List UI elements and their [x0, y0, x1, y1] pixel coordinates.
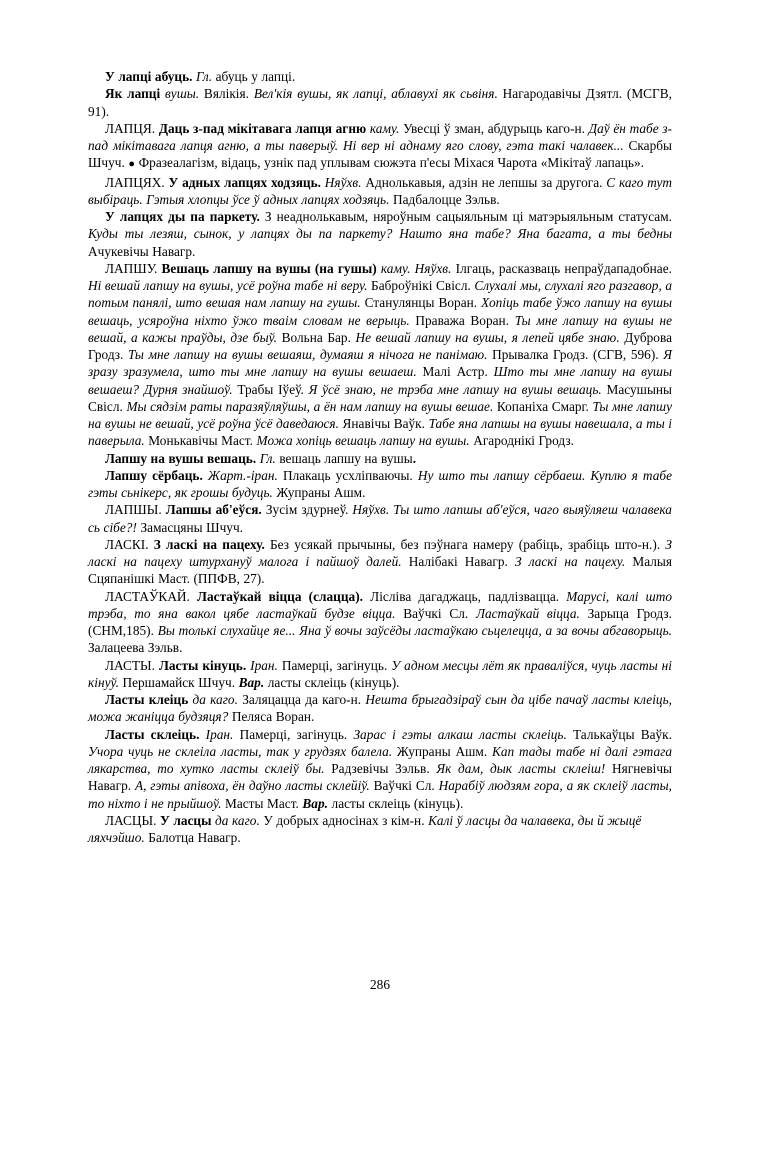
dictionary-entry [88, 726, 672, 812]
dictionary-entry [88, 812, 672, 847]
entry-gloss: Малі Астр. [416, 364, 494, 380]
entry-example: Гл. [256, 450, 276, 466]
entry-gloss: Ачукевічы Навагр. [88, 243, 196, 259]
entry-example: Учора чуць не склеіла ласты, так у грудзях балела. [88, 743, 393, 759]
entry-example: Іран. [246, 657, 278, 673]
entry-gloss: Трабы Іўеў. [232, 381, 309, 397]
entry-gloss: Пеляса Воран. [228, 709, 315, 725]
entry-gloss: Лісліва дагаджаць, падлізвацца. [363, 588, 567, 604]
entry-gloss: Янавічы Ваўк. [338, 416, 429, 431]
entry-gloss: Налібакі Навагр. [401, 554, 515, 569]
entry-example: Нарабіў людзям гора, а як склеіў ласты, то ніхто і не прыйшоў. [88, 778, 672, 811]
entry-gloss: Заляцацца да каго-н. [237, 692, 366, 707]
entry-gloss: вешаць лапшу на вушы [275, 450, 413, 466]
entry-gloss: Монькавічы Маст. [144, 433, 257, 449]
page-number: 286 [370, 977, 390, 992]
entry-example: Слухалі мы, слухалі яго разгавор, а потым панялі, што вешая нам лапшу на гушы. [88, 278, 672, 311]
entry-gloss: Масушыны Свісл. [88, 381, 672, 414]
entry-example: Няўхв. [321, 174, 362, 190]
entry-example: Гл. [192, 69, 213, 84]
entry-gloss: Радзевічы Зэльв. [324, 761, 437, 776]
entry-headword: Ластаўкай віцца (слацца). [197, 588, 364, 604]
entry-example: С каго тут выбіраць. Гэтыя хлопцы ўсе ў адных лапцях ходзяць. [88, 174, 672, 207]
entry-headword: У лапці абуць. [105, 69, 193, 84]
entry-example: Як дам, дык ласты склеіш! [436, 761, 606, 776]
dictionary-entry [88, 68, 672, 85]
entry-example: Не вешай лапшу на вушы, я лепей цябе знаю. [355, 329, 620, 345]
entry-gloss: Зарыца Гродз. (СНМ,185). [88, 605, 672, 638]
entry-example: Табе яна лапшы на вушы навешала, а ты і паверыла. [88, 416, 672, 449]
dictionary-entry [88, 208, 672, 260]
entry-example: Я ўсё знаю, не трэба мне лапшу на вушы вешаць. [308, 381, 602, 397]
entry-gloss: Памерці, загінуць. [277, 657, 392, 673]
entry-example: Ну што ты лапшу сёрбаеш. Куплю я табе гэты сьнікерс, як грошы будуць. [88, 467, 672, 500]
entry-headword: Даць з-пад мікітавага лапця агню [158, 120, 367, 136]
entry-example: Нешта брыгадзіраў сын да цібе пачаў ласты клеіць, можа жаніцца будзяця? [88, 692, 672, 725]
entry-gloss: ласты склеіць (кінуць). [264, 674, 400, 690]
entry-gloss: ЛАПШУ. [105, 260, 162, 276]
entry-gloss: Балотца Навагр. [144, 830, 241, 845]
entry-variant-marker: Вар. [238, 674, 265, 690]
entry-example: Зарас і гэты алкаш ласты склеіць. [353, 726, 567, 742]
dictionary-entry [88, 174, 672, 209]
entry-gloss: Падбалоцце Зэльв. [389, 191, 500, 207]
entry-gloss: З неаднолькавым, няроўным сацыяльным ці матэрыяльным статусам. [259, 209, 672, 224]
entry-gloss: Без усякай прычыны, без пэўнага намеру (рабіць, зрабіць што-н.). [264, 536, 666, 552]
entry-example: У адном месцы лёт як праваліўся, чуць ласты ні кінуў. [88, 657, 673, 690]
entry-gloss: Фразеалагізм, відаць, узнік пад уплывам сюжэта п'есы Міхася Чарота «Мікітаў лапаць». [135, 155, 644, 171]
dictionary-entry [88, 120, 672, 174]
entry-headword: Ласты кінуць. [158, 657, 247, 673]
entry-gloss: Вялікія. [199, 86, 254, 102]
entry-headword: Лапшу на вушы вешаць. [105, 450, 257, 466]
entry-headword: Лапшы аб'еўся. [165, 502, 262, 518]
entry-gloss: Памерці, загінуць. [233, 726, 354, 742]
entry-gloss: абуць у лапці. [212, 69, 296, 84]
entry-example: да каго. [188, 692, 238, 707]
dictionary-entry [88, 657, 672, 692]
entry-headword: У ласцы [160, 812, 212, 828]
entry-headword: У лапцях ды па паркету. [105, 209, 260, 224]
dictionary-entry [88, 450, 672, 467]
entry-gloss: ласты склеіць (кінуць). [328, 795, 464, 811]
dictionary-entry [88, 467, 672, 502]
entry-example: Няўхв. Ты што лапшы аб'еўся, чаго выяўляеш чалавека сь сібе?! [88, 502, 672, 535]
entry-gloss: Агароднікі Гродз. [469, 433, 574, 449]
bullet-icon: ● [128, 158, 136, 171]
entry-variant-marker: Вар. [302, 795, 328, 811]
entry-gloss: Увесці ў зман, абдурыць каго-н. [399, 120, 589, 136]
dictionary-entry [88, 536, 672, 588]
entry-gloss: Жупраны Ашм. [392, 743, 492, 759]
entry-example: Марусі, калі што трэба, то яна вакол цябе ластаўкай будзе віцца. [88, 588, 672, 621]
entry-gloss: ЛАСЦЫ. [105, 812, 161, 828]
entry-gloss: Скарбы Шчуч. [88, 138, 672, 171]
entry-gloss: Залацеева Зэльв. [88, 640, 183, 656]
entry-gloss: Жупраны Ашм. [272, 485, 366, 500]
entry-example: Што ты мне лапшу на вушы вешаеш? Дурня знайшоў. [88, 364, 672, 397]
dictionary-entry [88, 501, 672, 536]
entry-example: Ты мне лапшу на вушы не вешай, усё роўна ўсё даведаюся. [88, 398, 672, 431]
dictionary-entry [88, 588, 672, 657]
entry-example: Мы сядзім раты паразяўляўшы, а ён нам лапшу на вушы вешае. [126, 398, 494, 414]
entry-gloss: ЛАПШЫ. [105, 502, 166, 518]
entry-example: Кап тады табе ні далі гэтага лякарства, то хутко ласты склеіў бы. [88, 743, 672, 776]
entry-gloss: Копаніха Смарг. [493, 398, 593, 414]
entry-gloss: ЛАПЦЯ. [105, 120, 159, 136]
entry-example: каму. Няўхв. [376, 260, 452, 276]
entry-example: Іран. [199, 726, 234, 742]
entry-gloss: Нягневічы Навагр. [88, 761, 672, 794]
entry-example: З ласкі на пацеху. [515, 554, 626, 569]
entry-example: Калі ў ласцы да чалавека, ды й жыцё ляхчэйшо. [88, 812, 642, 845]
entry-gloss: Талькаўцы Ваўк. [566, 726, 673, 742]
entry-example: Хопіць табе ўжо лапшу на вушы вешаць, усяроўна ніхто ўжо тваім словам не верыць. [88, 295, 673, 328]
entry-example: Куды ты лезяш, сынок, у лапцях ды па паркету? Нашто яна табе? Яна багата, а ты бедны [88, 226, 672, 242]
entry-example: Ты мне лапшу на вушы вешаяш, думаяш я нічога не панімаю. [127, 347, 488, 362]
entry-gloss: Прывалка Гродз. (СГВ, 596). [487, 347, 664, 362]
entry-headword: З ласкі на пацеху. [153, 536, 265, 552]
entry-gloss: Першамайск Шчуч. [118, 674, 239, 690]
entry-gloss: Нагародавічы Дзятл. (МСГВ, 91). [88, 86, 672, 119]
entry-gloss: Аднолькавыя, адзін не лепшы за другога. [361, 174, 607, 190]
entry-gloss: ЛАСТЫ. [105, 657, 159, 673]
entry-headword: Лапшу сёрбаць. [105, 467, 203, 483]
entry-gloss: Ваўчкі Сл. [395, 605, 476, 621]
entry-gloss: Вольна Бар. [277, 329, 356, 345]
entry-headword: Ласты склеіць. [105, 726, 200, 742]
entry-gloss: Зусім здурнеў. [261, 502, 353, 518]
dictionary-entry [88, 691, 672, 726]
entry-gloss: ЛАПЦЯХ. [105, 174, 169, 190]
entry-example: Вел'кія вушы, як лапці, аблавухі як сьвіня. [253, 86, 498, 102]
entry-example: Даў ён табе з-пад мікітавага лапця агню, а ты паверыў. Ні вер ні аднаму яго слову, гэта такі чалавек... [88, 120, 672, 153]
entry-example: Ты мне лапшу на вушы не вешай, а кажы праўды, дзе быў. [88, 312, 672, 345]
entry-headword: . [412, 450, 417, 466]
text-column [88, 68, 672, 846]
entry-gloss: Малыя Сцяпанішкі Маст. (ППФВ, 27). [88, 554, 673, 587]
entry-headword: У адных лапцях ходзяць. [168, 174, 321, 190]
entry-gloss: Праважа Воран. [409, 312, 515, 328]
entry-example: Жарт.-іран. [202, 467, 278, 483]
entry-example: Вы толькі слухайце яе... Яна ў вочы заўсёды ластаўкаю сьцелецца, а за вочы абгаворыць. [157, 623, 672, 638]
entry-example: Ластаўкай віцца. [475, 605, 580, 621]
entry-gloss: Баброўнікі Свісл. [367, 278, 475, 293]
entry-gloss: Дуброва Гродз. [88, 329, 672, 362]
entry-example: Ні вешай лапшу на вушы, усё роўна табе ні веру. [88, 278, 368, 293]
entry-example: Я зразу зразумела, што ты мне лапшу на вушы вешаеш. [88, 347, 672, 380]
entry-gloss: Станулянцы Воран. [360, 295, 482, 311]
entry-headword: Як лапці [105, 86, 161, 102]
dictionary-entry [88, 85, 672, 120]
entry-example: вушы. [160, 86, 200, 102]
entry-gloss: ЛАСКІ. [105, 536, 154, 552]
entry-gloss: Замасцяны Шчуч. [136, 519, 244, 535]
entry-example: З ласкі на пацеху штурхануў малога і пайшоў далей. [88, 536, 672, 569]
entry-headword: Вешаць лапшу на вушы (на гушы) [161, 260, 377, 276]
entry-gloss: У добрых адносінах з кім-н. [259, 812, 429, 828]
entry-gloss: Ваўчкі Сл. [369, 778, 439, 794]
dictionary-entry [88, 260, 672, 450]
entry-example: каму. [366, 120, 400, 136]
entry-example: Можа хопіць вешаць лапшу на вушы. [256, 433, 470, 449]
entry-gloss: Плакаць усхліпваючы. [277, 467, 418, 483]
entry-gloss: ЛАСТАЎКАЙ. [105, 588, 198, 604]
entry-example: А, гэты апівоха, ён даўно ласты склейіў. [134, 778, 370, 794]
entry-example: да каго. [211, 812, 260, 828]
entry-gloss: Масты Маст. [221, 795, 303, 811]
entry-headword: Ласты клеіць [105, 692, 189, 707]
entry-gloss: Ілгаць, расказваць непраўдападобнае. [451, 260, 672, 276]
